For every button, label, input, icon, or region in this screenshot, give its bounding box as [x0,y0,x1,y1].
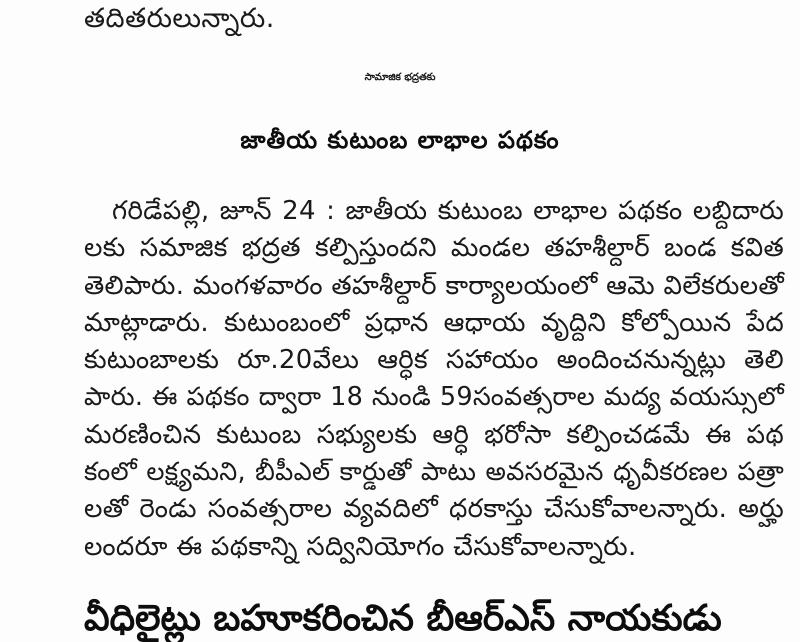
article-body-line: మరణించిన కుటుంబ సభ్యులకు ఆర్ధి భరోసా కల్పించడమే ఈ పథ [84,419,784,450]
previous-article-tail: తదితరులున్నారు. [84,3,275,34]
article-body-line: లకు సమాజిక భద్రత కల్పిస్తుందని మండల తహశీల్దార్ బండ కవిత [84,233,784,264]
article-body-line: కుటుంబాలకు రూ.20వేలు ఆర్ధిక సహాయం అందించనున్నట్లు తెలి [84,345,784,376]
article-body-line: లందరూ ఈ పథకాన్ని సద్వినియోగం చేసుకోవాలన్నారు. [84,531,637,562]
article-body-line: తెలిపారు. మంగళవారం తహశీల్దార్ కార్యాలయంలో ఆమె విలేకరులతో [84,270,785,301]
article-body-line: కంలో లక్ష్యమని, బీపీఎల్ కార్డుతో పాటు అవసరమైన ధృవీకరణల పత్రా [84,457,784,488]
next-article-headline: వీధిలైట్లు బహూకరించిన బీఆర్ఎస్ నాయకుడు [84,598,722,639]
article-body-line: గరిడేపల్లి, జూన్ 24 : జాతీయ కుటుంబ లాభాల పథకం లబ్దిదారు [112,196,784,226]
article-body-line: పారు. ఈ పథకం ద్వారా 18 నుండి 59సంవత్సరాల మద్య వయస్సులో [84,382,784,413]
article-headline: జాతీయ కుటుంబ లాభాల పథకం [240,126,560,154]
article-body-line: లతో రెండు సంవత్సరాల వ్యవదిలో ధరకాస్తు చేసుకోవాలన్నారు. అర్హు [84,494,784,525]
article-subheadline: సామాజిక భద్రతకు [364,72,436,83]
article-body [84,193,784,566]
article-body-line: మాట్లాడారు. కుటుంబంలో ప్రధాన ఆధాయ వృద్దిని కోల్పోయిన పేద [84,307,784,338]
